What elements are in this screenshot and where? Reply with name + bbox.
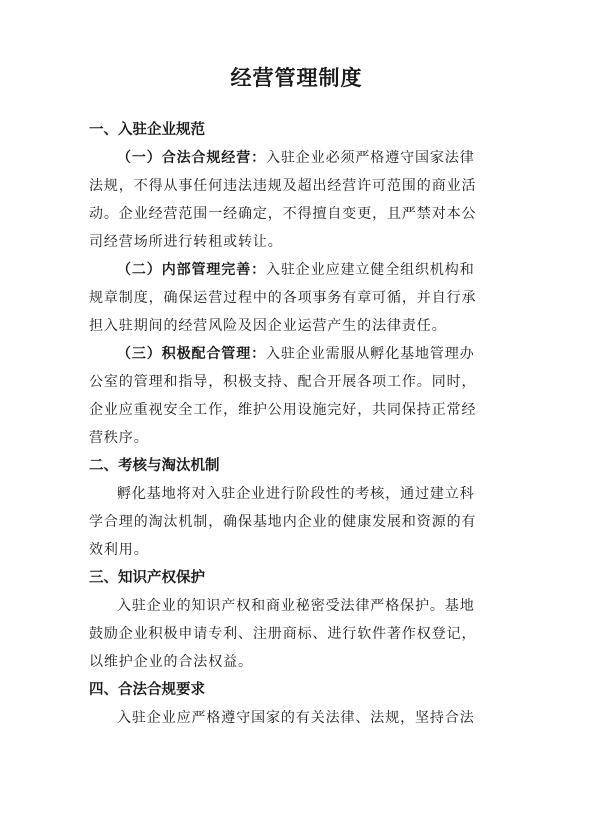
paragraph-line: 学合理的淘汰机制，确保基地内企业的健康发展和资源的有 (89, 514, 477, 530)
section-heading: 一、入驻企业规范 (89, 122, 205, 138)
paragraph-line: 入驻企业应严格遵守国家的有关法律、法规，坚持合法 (117, 710, 475, 726)
page-title: 经营管理制度 (230, 66, 363, 90)
section-heading: 三、知识产权保护 (89, 570, 205, 586)
paragraph-line: 司经营场所进行转租或转让。 (89, 234, 283, 250)
paragraph (89, 340, 501, 452)
paragraph-first-line (89, 340, 501, 368)
paragraph-lead: （三）积极配合管理： (117, 346, 266, 362)
paragraph-line: 企业应重视安全工作，维护公用设施完好，共同保持正常经 (89, 402, 477, 418)
paragraph (89, 256, 501, 340)
paragraph (89, 704, 501, 732)
paragraph-first-line (89, 144, 501, 172)
document-body (89, 116, 501, 732)
paragraph-lead: （一）合法合规经营： (117, 150, 266, 166)
paragraph-line: 入驻企业需服从孵化基地管理办 (266, 346, 475, 362)
paragraph-line: 担入驻期间的经营风险及因企业运营产生的法律责任。 (89, 318, 447, 334)
paragraph (89, 480, 501, 564)
paragraph-line: 公室的管理和指导，积极支持、配合开展各项工作。同时， (89, 374, 477, 390)
paragraph-line: 入驻企业必须严格遵守国家法律 (266, 150, 475, 166)
section-heading: 四、合法合规要求 (89, 682, 205, 698)
paragraph-line: 孵化基地将对入驻企业进行阶段性的考核，通过建立科 (117, 486, 475, 502)
paragraph-line: 鼓励企业积极申请专利、注册商标、进行软件著作权登记， (89, 626, 477, 642)
paragraph-line: 规章制度，确保运营过程中的各项事务有章可循，并自行承 (89, 290, 477, 306)
paragraph-line: 入驻企业的知识产权和商业秘密受法律严格保护。基地 (117, 598, 475, 614)
paragraph-line: 入驻企业应建立健全组织机构和 (266, 262, 475, 278)
paragraph-line: 营秩序。 (89, 430, 149, 446)
paragraph (89, 592, 501, 676)
paragraph-line: 以维护企业的合法权益。 (89, 654, 253, 670)
paragraph-lead: （二）内部管理完善： (117, 262, 266, 278)
paragraph (89, 144, 501, 256)
paragraph-line: 法规，不得从事任何违法违规及超出经营许可范围的商业活 (89, 178, 477, 194)
section-heading: 二、考核与淘汰机制 (89, 458, 220, 474)
paragraph-line: 效利用。 (89, 542, 149, 558)
paragraph-line: 动。企业经营范围一经确定，不得擅自变更，且严禁对本公 (89, 206, 477, 222)
paragraph-first-line (89, 256, 501, 284)
